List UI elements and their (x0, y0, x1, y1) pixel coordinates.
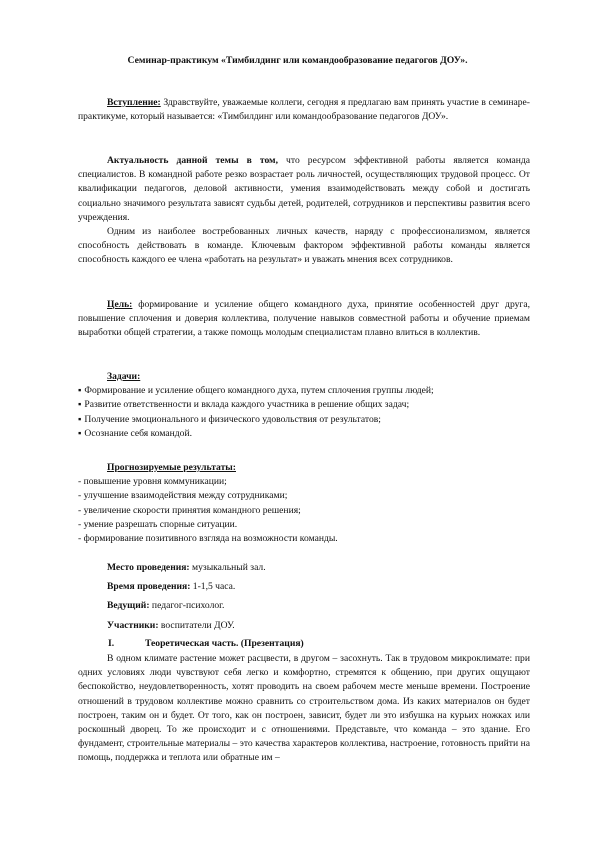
tasks-heading: Задачи: (107, 371, 141, 382)
time-value: 1-1,5 часа. (190, 581, 236, 593)
list-item: ▪ Осознание себя командой. (78, 427, 530, 441)
list-item: - умение разрешать спорные ситуации. (78, 518, 238, 530)
theory-paragraph (78, 652, 530, 766)
theory-text: В одном климате растение может расцвести, в другом – засохнуть. Так в трудовом микроклимате: при одних условиях люди чувствуют себя легко и комфортно, стремятся к общению, при других ощущают беспокойство, неудовлетворенность, хотят проводить на своем рабочем месте меньше времени. Построение отношений в трудовом коллективе можно сравнить со строительством дома. Из каких материалов он будет построен, таким он и будет. От того, как он построен, зависит, будет ли это избушка на курьих ножках или роскошный дворец. То же происходит и с отношениями. Представьте, что команда – это здание. Его фундамент, строительные материалы – это качества характеров коллектива, настроение, готовность прийти на помощь, поддержка и теплота или обратные им – (78, 653, 530, 764)
goal-text: формирование и усиление общего командного духа, принятие особенностей друг друга, повышение сплочения и доверия коллектива, получение навыков совместной работы и обучение приемам выработки общей стратегии, а также помощь молодым специалистам плавно влиться в коллектив. (78, 299, 530, 339)
list-item: - повышение уровня коммуникации; (78, 476, 227, 488)
relevance-paragraph-2: Одним из наиболее востребованных личных качеств, наряду с профессионализмом, является способность действовать в команде. Ключевым фактором эффективной работы команды является способность каждого ее члена «работать на результат» и уважать мнения всех сотрудников. (78, 226, 530, 266)
intro-text: Здравствуйте, уважаемые коллеги, сегодня я предлагаю вам принять участие в семинаре-практикуме, который называется: «Тимбилдинг или командообразование педагогов ДОУ». (78, 97, 530, 123)
list-item: ▪ Получение эмоционального и физического удовольствия от результатов; (78, 413, 530, 427)
tasks-section (78, 370, 530, 441)
document-title: Семинар-практикум «Тимбилдинг или командообразование педагогов ДОУ». (127, 55, 468, 66)
section-title: Теоретическая часть. (Презентация) (145, 638, 304, 649)
participants-label: Участники: (107, 619, 159, 631)
intro-label: Вступление: (107, 97, 161, 108)
leader-label: Ведущий: (107, 600, 150, 612)
results-list (78, 475, 530, 546)
section-heading (78, 637, 304, 651)
time-label: Время проведения: (107, 581, 191, 593)
participants-value: воспитатели ДОУ. (158, 619, 235, 631)
relevance-label: Актуальность данной темы в том, (107, 155, 278, 166)
goal-label: Цель: (107, 299, 133, 310)
list-item: - улучшение взаимодействия между сотрудниками; (78, 490, 288, 502)
goal-paragraph (78, 298, 530, 341)
place-label: Место проведения: (107, 562, 190, 573)
leader-value: педагог-психолог. (149, 600, 225, 612)
intro-paragraph (78, 96, 530, 124)
results-heading: Прогнозируемые результаты: (107, 462, 236, 473)
section-number: I. (108, 638, 115, 649)
list-item: ▪ Формирование и усиление общего командного духа, путем сплочения группы людей; (78, 384, 530, 398)
list-item: - формирование позитивного взгляда на возможности команды. (78, 533, 338, 545)
list-item: ▪ Развитие ответственности и вклада каждого участника в решение общих задач; (78, 398, 530, 412)
relevance-text: что ресурсом эффективной работы является команда специалистов. В командной работе резко возрастает роль личностей, осуществляющих трудовой процесс. От квалификации педагогов, деловой активности, умения взаимодействовать между собой и достигать социально значимого результата зависят судьбы детей, родителей, сотрудников и перспективы развития всего учреждения. (78, 155, 530, 223)
relevance-section (78, 154, 530, 268)
list-item: - увеличение скорости принятия командного решения; (78, 504, 301, 516)
place-value: музыкальный зал. (189, 562, 266, 573)
tasks-list (78, 384, 530, 441)
results-section (78, 461, 530, 546)
event-info (78, 561, 530, 638)
